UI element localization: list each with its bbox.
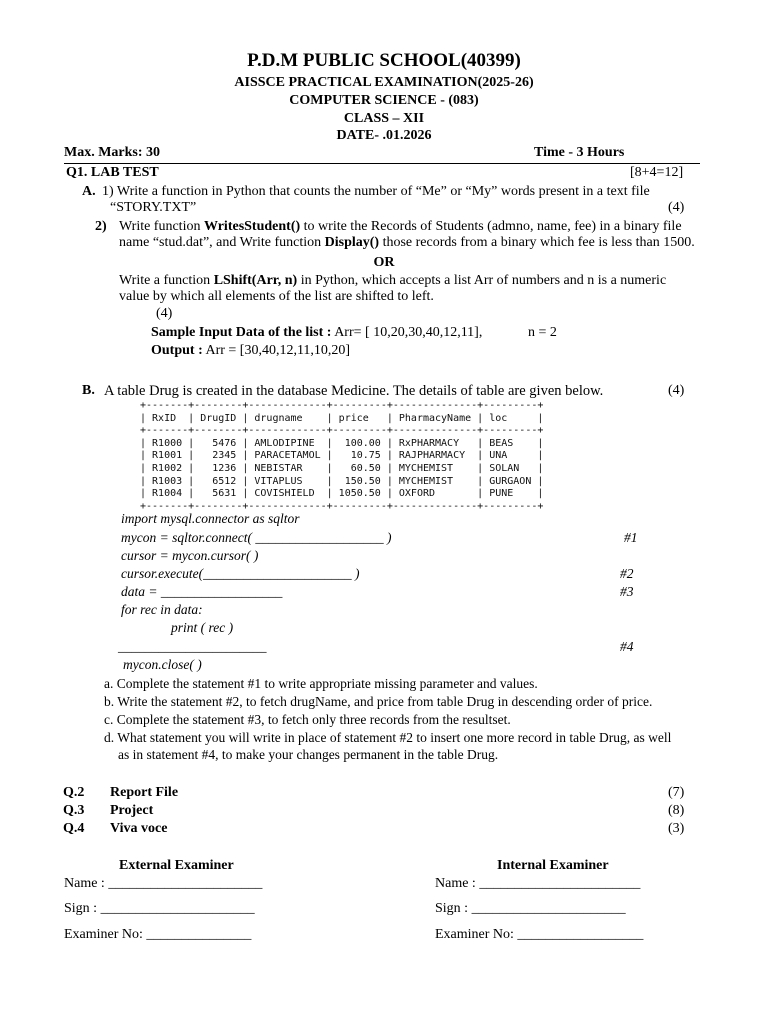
- q1-title: Q1. LAB TEST: [66, 165, 159, 180]
- subquestion-b: b. Write the statement #2, to fetch drugName, and price from table Drug in descending order of price.: [104, 694, 653, 709]
- code-line-import: import mysql.connector as sqltor: [121, 511, 300, 526]
- or-separator: OR: [373, 255, 395, 270]
- q2-label: Report File: [110, 785, 179, 800]
- school-name: P.D.M PUBLIC SCHOOL(40399): [247, 50, 521, 71]
- external-number-line: Examiner No: _______________: [64, 927, 252, 942]
- table-border: +-------+--------+-------------+---------+--------------+---------+: [140, 500, 544, 512]
- q2-marks: (7): [668, 785, 685, 800]
- code-line-print: print ( rec ): [171, 620, 234, 635]
- sample-output: Output : Arr = [30,40,12,11,10,20]: [151, 343, 351, 358]
- external-examiner-heading: External Examiner: [119, 858, 234, 873]
- subquestion-d-line1: d. What statement you will write in place of statement #2 to insert one more record in table Drug, as well: [104, 730, 672, 745]
- max-marks: Max. Marks: 30: [64, 145, 161, 160]
- question-a1-marks: (4): [668, 200, 685, 215]
- q3-number: Q.3: [63, 803, 85, 818]
- subject-title: COMPUTER SCIENCE - (083): [289, 93, 479, 108]
- table-row: | R1004 | 5631 | COVISHIELD | 1050.50 | OXFORD | PUNE |: [140, 488, 544, 500]
- question-alt-marks: (4): [156, 306, 173, 321]
- code-tag-4: #4: [620, 639, 634, 654]
- subquestion-a: a. Complete the statement #1 to write appropriate missing parameter and values.: [104, 676, 538, 691]
- code-tag-3: #3: [620, 584, 634, 599]
- question-a2-line1: Write function WritesStudent() to write the Records of Students (admno, name, fee) in a binary file: [119, 219, 682, 234]
- subquestion-d-line2: as in statement #4, to make your changes permanent in the table Drug.: [118, 747, 499, 762]
- code-line-cursor: cursor = mycon.cursor( ): [121, 548, 259, 563]
- time-allowed: Time - 3 Hours: [534, 145, 625, 160]
- table-border: +-------+--------+-------------+---------+--------------+---------+: [140, 400, 544, 411]
- external-name-line: Name : ______________________: [64, 876, 263, 891]
- date-title: DATE- .01.2026: [336, 128, 432, 143]
- subquestion-c: c. Complete the statement #3, to fetch only three records from the resultset.: [104, 712, 511, 727]
- q4-marks: (3): [668, 821, 685, 836]
- code-tag-2: #2: [620, 566, 634, 581]
- table-row: | R1000 | 5476 | AMLODIPINE | 100.00 | RxPHARMACY | BEAS |: [140, 437, 544, 449]
- question-a1-line1: 1) Write a function in Python that counts the number of “Me” or “My” words present in a text file: [102, 184, 650, 199]
- sample-input: Sample Input Data of the list : Arr= [ 10,20,30,40,12,11],: [151, 325, 483, 340]
- header-divider: [64, 163, 700, 164]
- section-b-text: A table Drug is created in the database Medicine. The details of table are given below.: [104, 383, 604, 399]
- table-border: +-------+--------+-------------+---------+--------------+---------+: [140, 425, 544, 437]
- code-line-blank: ______________________: [118, 639, 267, 654]
- drug-table: [140, 400, 543, 513]
- internal-number-line: Examiner No: __________________: [435, 927, 644, 942]
- table-row: | R1003 | 6512 | VITAPLUS | 150.50 | MYCHEMIST | GURGAON |: [140, 475, 544, 487]
- q2-number: Q.2: [63, 785, 85, 800]
- question-alt-line2: value by which all elements of the list are shifted to left.: [119, 289, 434, 304]
- code-line-data: data = __________________: [121, 584, 283, 599]
- code-tag-1: #1: [624, 530, 638, 545]
- internal-name-line: Name : _______________________: [435, 876, 641, 891]
- question-a1-line2: “STORY.TXT”: [110, 200, 197, 215]
- table-row: | R1001 | 2345 | PARACETAMOL | 10.75 | RAJPHARMACY | UNA |: [140, 450, 544, 462]
- q3-label: Project: [110, 803, 154, 818]
- table-header-row: | RxID | DrugID | drugname | price | PharmacyName | loc |: [140, 412, 544, 424]
- q4-label: Viva voce: [110, 821, 168, 836]
- code-line-connect: mycon = sqltor.connect( ___________________ ): [121, 530, 392, 545]
- q1-marks: [8+4=12]: [630, 165, 684, 180]
- code-line-close: mycon.close( ): [123, 657, 202, 672]
- q4-number: Q.4: [63, 821, 85, 836]
- q3-marks: (8): [668, 803, 685, 818]
- external-sign-line: Sign : ______________________: [64, 901, 255, 916]
- code-line-for: for rec in data:: [121, 602, 203, 617]
- class-title: CLASS – XII: [343, 111, 425, 126]
- sample-n: n = 2: [528, 325, 557, 340]
- question-alt-line1: Write a function LShift(Arr, n) in Python, which accepts a list Arr of numbers and n is a numeric: [119, 273, 667, 288]
- table-row: | R1002 | 1236 | NEBISTAR | 60.50 | MYCHEMIST | SOLAN |: [140, 462, 544, 474]
- question-a2-number: 2): [95, 219, 107, 234]
- section-b-marks: (4): [668, 383, 685, 398]
- code-line-execute: cursor.execute(______________________ ): [121, 566, 360, 581]
- section-b-label: B.: [82, 383, 95, 398]
- exam-title: AISSCE PRACTICAL EXAMINATION(2025-26): [234, 75, 534, 90]
- internal-sign-line: Sign : ______________________: [435, 901, 626, 916]
- internal-examiner-heading: Internal Examiner: [497, 858, 609, 873]
- question-a2-line2: name “stud.dat”, and Write function Display() those records from a binary which fee is less than 1500.: [119, 235, 695, 250]
- section-a-label: A.: [82, 184, 96, 199]
